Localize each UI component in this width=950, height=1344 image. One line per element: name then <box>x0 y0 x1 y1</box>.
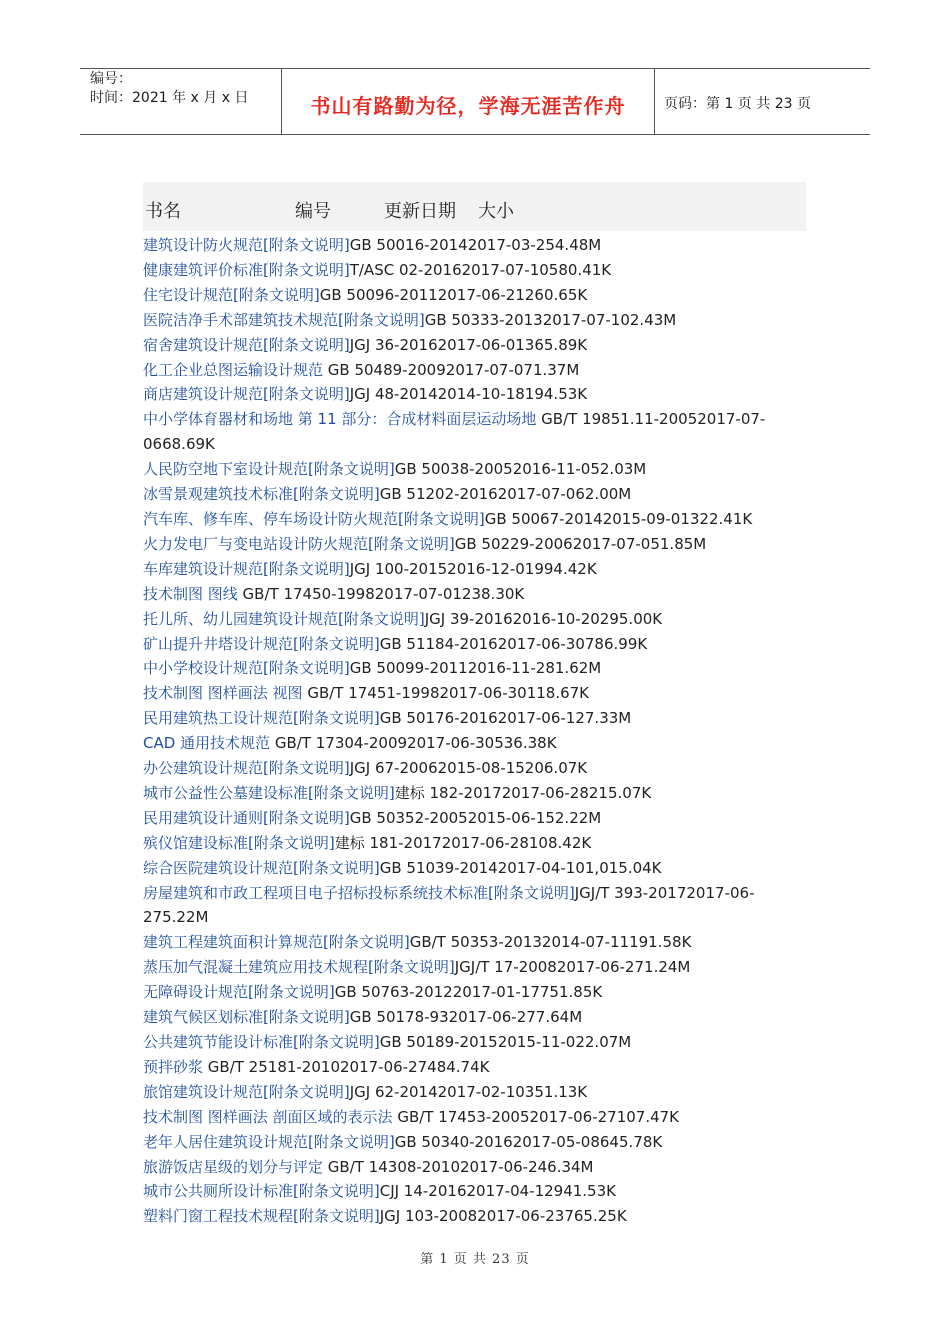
list-item <box>143 1204 793 1229</box>
book-title-link[interactable]: 老年人居住建筑设计规范[附条文说明] <box>143 1132 395 1151</box>
list-item <box>143 532 793 557</box>
list-item <box>143 258 793 283</box>
book-details: GB/T 25181-20102017-06-27484.74K <box>203 1057 490 1076</box>
list-item <box>143 955 793 980</box>
book-title-link[interactable]: 公共建筑节能设计标准[附条文说明] <box>143 1033 380 1051</box>
column-header-size: 大小 <box>478 201 514 222</box>
list-item <box>143 457 793 482</box>
book-details: JGJ 67-20062015-08-15206.07K <box>349 759 588 778</box>
list-item <box>143 233 793 258</box>
list-item <box>143 881 793 931</box>
book-title-link[interactable]: 预拌砂浆 <box>143 1057 204 1076</box>
book-title-link[interactable]: 冰雪景观建筑技术标准[附条文说明] <box>143 485 380 504</box>
book-details: GB 51184-20162017-06-30786.99K <box>379 634 648 653</box>
book-details: JGJ 62-20142017-02-10351.13K <box>349 1082 588 1101</box>
book-title-link[interactable]: 蒸压加气混凝土建筑应用技术规程[附条文说明] <box>143 958 455 977</box>
book-details: GB 51202-20162017-07-062.00M <box>379 485 632 504</box>
book-details: GB 50489-20092017-07-071.37M <box>323 360 580 379</box>
header-motto: 书山有路勤为径，学海无涯苦作舟 <box>310 94 626 118</box>
header-meta <box>90 70 248 108</box>
book-details: GB 50099-20112016-11-281.62M <box>349 659 602 678</box>
list-item <box>143 1155 793 1180</box>
book-title-link[interactable]: 火力发电厂与变电站设计防火规范[附条文说明] <box>143 534 455 553</box>
book-title-link[interactable]: 技术制图 图线 <box>143 584 238 603</box>
list-item <box>143 930 793 955</box>
list-item <box>143 656 793 681</box>
list-item <box>143 980 793 1005</box>
book-details: CJJ 14-20162017-04-12941.53K <box>379 1182 616 1201</box>
column-header-date: 更新日期 <box>384 201 456 222</box>
book-title-link[interactable]: 民用建筑热工设计规范[附条文说明] <box>143 709 380 728</box>
book-details: GB 51039-20142017-04-101,015.04K <box>379 858 662 877</box>
header-top-rule <box>80 68 870 69</box>
book-details: GB 50178-932017-06-277.64M <box>349 1008 583 1027</box>
list-item <box>143 333 793 358</box>
book-details: GB 50176-20162017-06-127.33M <box>379 709 632 728</box>
list-item <box>143 308 793 333</box>
list-item <box>143 1130 793 1155</box>
list-item <box>143 781 793 806</box>
book-details: JGJ 103-20082017-06-23765.25K <box>379 1207 627 1226</box>
book-title-link[interactable]: 汽车库、修车库、停车场设计防火规范[附条文说明] <box>143 509 485 528</box>
book-details: 建标 181-20172017-06-28108.42K <box>334 833 592 852</box>
column-header-code: 编号 <box>295 201 331 222</box>
book-details: JGJ/T 393-20172017-06-275.22M <box>143 883 755 927</box>
list-item <box>143 607 793 632</box>
header-number-label: 编号： <box>90 71 132 87</box>
book-details: GB 50763-20122017-01-17751.85K <box>334 983 603 1002</box>
book-details: 建标 182-20172017-06-28215.07K <box>394 783 652 802</box>
list-item <box>143 831 793 856</box>
book-details: GB 50340-20162017-05-08645.78K <box>394 1132 663 1151</box>
book-title-link[interactable]: 综合医院建筑设计规范[附条文说明] <box>143 858 380 877</box>
book-title-link[interactable]: 商店建筑设计规范[附条文说明] <box>143 385 350 404</box>
book-details: GB/T 17450-19982017-07-01238.30K <box>237 584 525 603</box>
book-list <box>143 233 793 1229</box>
book-details: GB/T 50353-20132014-07-11191.58K <box>409 933 692 952</box>
book-title-link[interactable]: 化工企业总图运输设计规范 <box>143 360 324 379</box>
book-details: GB 50333-20132017-07-102.43M <box>424 310 677 329</box>
book-title-link[interactable]: 宿舍建筑设计规范[附条文说明] <box>143 335 350 354</box>
list-item <box>143 1179 793 1204</box>
list-item <box>143 1030 793 1055</box>
book-details: GB/T 17451-19982017-06-30118.67K <box>302 684 590 703</box>
book-title-link[interactable]: 塑料门窗工程技术规程[附条文说明] <box>143 1207 380 1226</box>
book-details: GB/T 14308-20102017-06-246.34M <box>323 1157 594 1176</box>
header-page-info: 页码：第 1 页 共 23 页 <box>664 96 811 112</box>
list-item <box>143 557 793 582</box>
header-date-label: 时间：2021 年 x 月 x 日 <box>90 90 249 106</box>
book-title-link[interactable]: 建筑气候区划标准[附条文说明] <box>143 1008 350 1027</box>
list-item <box>143 407 793 457</box>
list-item <box>143 731 793 756</box>
book-details: JGJ 48-20142014-10-18194.53K <box>349 385 588 404</box>
header-divider-right <box>654 68 655 135</box>
list-item <box>143 632 793 657</box>
list-item <box>143 582 793 607</box>
book-title-link[interactable]: 无障碍设计规范[附条文说明] <box>143 983 335 1002</box>
book-details: GB 50189-20152015-11-022.07M <box>379 1033 632 1051</box>
book-title-link[interactable]: 人民防空地下室设计规范[附条文说明] <box>143 460 395 479</box>
book-title-link[interactable]: 矿山提升井塔设计规范[附条文说明] <box>143 634 380 653</box>
book-details: GB 50352-20052015-06-152.22M <box>349 808 602 827</box>
book-title-link[interactable]: 建筑工程建筑面积计算规范[附条文说明] <box>143 933 410 952</box>
book-details: GB 50096-20112017-06-21260.65K <box>319 285 588 304</box>
book-details: JGJ 36-20162017-06-01365.89K <box>349 335 588 354</box>
list-item <box>143 283 793 308</box>
list-item <box>143 1080 793 1105</box>
book-title-link[interactable]: 办公建筑设计规范[附条文说明] <box>143 759 350 778</box>
book-details: GB/T 19851.11-20052017-07-0668.69K <box>143 410 766 454</box>
list-item <box>143 482 793 507</box>
book-title-link[interactable]: 技术制图 图样画法 视图 <box>143 684 303 703</box>
book-details: GB 50067-20142015-09-01322.41K <box>484 509 753 528</box>
book-title-link[interactable]: 医院洁净手术部建筑技术规范[附条文说明] <box>143 310 425 329</box>
book-title-link[interactable]: 建筑设计防火规范[附条文说明] <box>143 236 350 254</box>
book-details: T/ASC 02-20162017-07-10580.41K <box>349 260 612 279</box>
header-bottom-rule <box>80 134 870 135</box>
list-item <box>143 706 793 731</box>
list-item <box>143 806 793 831</box>
book-details: JGJ/T 17-20082017-06-271.24M <box>454 958 691 977</box>
book-title-link[interactable]: 中小学体育器材和场地 第 11 部分：合成材料面层运动场地 <box>143 410 537 429</box>
book-details: GB/T 17304-20092017-06-30536.38K <box>270 734 557 753</box>
book-title-link[interactable]: 技术制图 图样画法 剖面区域的表示法 <box>143 1107 393 1126</box>
page-footer: 第 1 页 共 23 页 <box>420 1252 530 1267</box>
book-title-link[interactable]: 旅游饭店星级的划分与评定 <box>143 1157 324 1176</box>
book-details: JGJ 39-20162016-10-20295.00K <box>424 609 663 628</box>
list-item <box>143 507 793 532</box>
book-details: GB 50016-20142017-03-254.48M <box>349 236 602 254</box>
book-title-link[interactable]: 健康建筑评价标准[附条文说明] <box>143 260 350 279</box>
list-item <box>143 382 793 407</box>
book-details: GB 50038-20052016-11-052.03M <box>394 460 647 479</box>
list-item <box>143 1005 793 1030</box>
book-title-link[interactable]: 民用建筑设计通则[附条文说明] <box>143 808 350 827</box>
book-title-link[interactable]: 城市公共厕所设计标准[附条文说明] <box>143 1182 380 1201</box>
list-item <box>143 756 793 781</box>
book-title-link[interactable]: 托儿所、幼儿园建筑设计规范[附条文说明] <box>143 609 425 628</box>
book-title-link[interactable]: 车库建筑设计规范[附条文说明] <box>143 559 350 578</box>
list-item <box>143 681 793 706</box>
book-title-link[interactable]: 房屋建筑和市政工程项目电子招标投标系统技术标准[附条文说明] <box>143 883 575 902</box>
book-details: GB 50229-20062017-07-051.85M <box>454 534 707 553</box>
list-item <box>143 358 793 383</box>
book-details: GB/T 17453-20052017-06-27107.47K <box>392 1107 680 1126</box>
book-title-link[interactable]: 城市公益性公墓建设标准[附条文说明] <box>143 783 395 802</box>
book-title-link[interactable]: 旅馆建筑设计规范[附条文说明] <box>143 1082 350 1101</box>
book-title-link[interactable]: CAD 通用技术规范 <box>143 734 271 753</box>
book-title-link[interactable]: 中小学校设计规范[附条文说明] <box>143 659 350 678</box>
list-item <box>143 856 793 881</box>
list-item <box>143 1055 793 1080</box>
column-header-title: 书名 <box>145 201 181 222</box>
book-title-link[interactable]: 殡仪馆建设标准[附条文说明] <box>143 833 335 852</box>
book-title-link[interactable]: 住宅设计规范[附条文说明] <box>143 285 320 304</box>
book-details: JGJ 100-20152016-12-01994.42K <box>349 559 597 578</box>
table-header-band <box>143 182 806 231</box>
list-item <box>143 1105 793 1130</box>
